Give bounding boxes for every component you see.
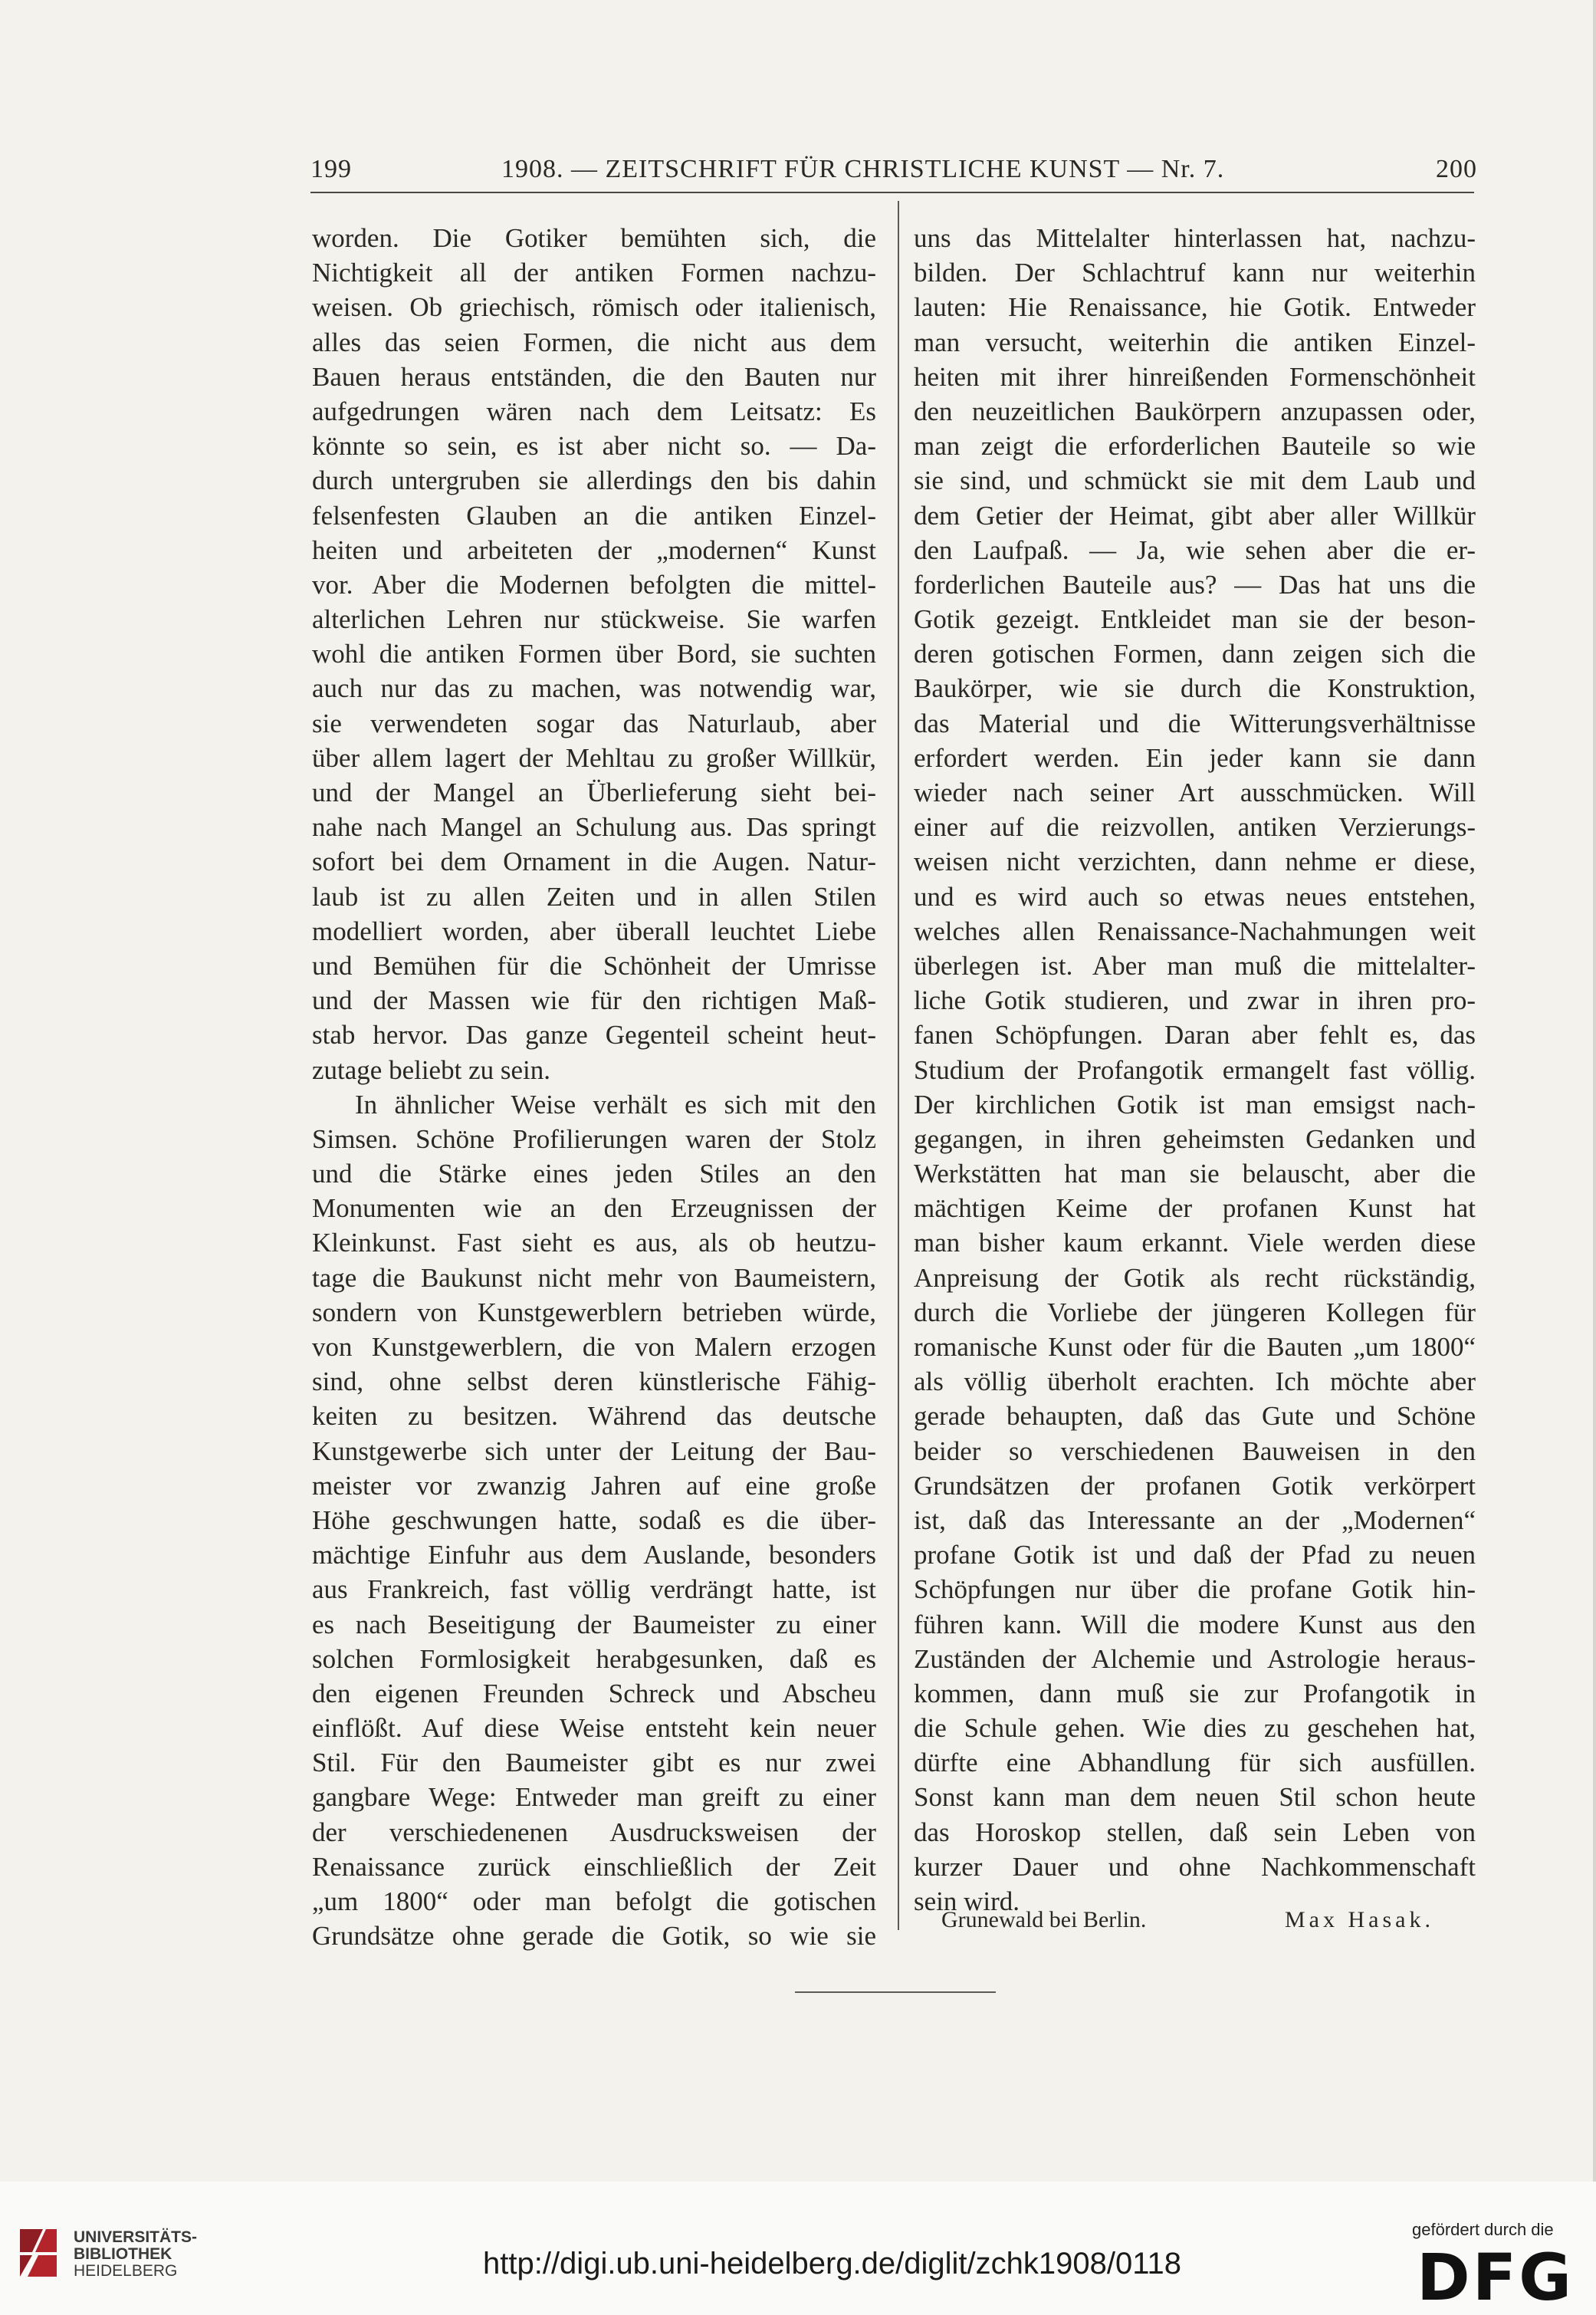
text-line: und die Stärke eines jeden Stiles an den [312,1159,876,1189]
text-line: man bisher kaum erkannt. Viele werden diese [914,1228,1476,1258]
end-rule [795,1991,996,1993]
text-line: Grundsätzen der profanen Gotik verkörpert [914,1470,1476,1501]
text-line: das Material und die Witterungsverhältnisse [914,708,1476,738]
text-line: forderlichen Bauteile aus? — Das hat uns die [914,569,1476,600]
text-line: führen kann. Will die modere Kunst aus den [914,1609,1476,1639]
library-name-line1: UNIVERSITÄTS- [74,2228,198,2246]
text-line: sein wird. [914,1886,1020,1916]
permalink-url[interactable]: http://digi.ub.uni-heidelberg.de/diglit/zchk1908/0118 [483,2247,1182,2280]
text-line: Kleinkunst. Fast sieht es aus, als ob heutzu- [312,1228,876,1258]
text-line: worden. Die Gotiker bemühten sich, die [312,223,876,253]
text-line: auch nur das zu machen, was notwendig war, [312,673,876,704]
text-line: man versucht, weiterhin die antiken Einzel- [914,327,1476,357]
text-line: Höhe geschwungen hatte, sodaß es die über- [312,1504,876,1535]
text-line: Anpreisung der Gotik als recht rückständig, [914,1262,1476,1293]
text-line: keiten zu besitzen. Während das deutsche [312,1401,876,1432]
text-line: solchen Formlosigkeit herabgesunken, daß es [312,1643,876,1674]
text-line: romanische Kunst oder für die Bauten „um 1800“ [914,1332,1476,1362]
text-line: stab hervor. Das ganze Gegenteil scheint heut- [312,1020,876,1051]
column-divider [898,201,899,1930]
text-line: Monumenten wie an den Erzeugnissen der [312,1193,876,1224]
dfg-logo: DFG [1417,2240,1575,2315]
text-line: beider so verschiedenen Bauweisen in den [914,1435,1476,1466]
text-line: Renaissance zurück einschließlich der Zeit [312,1851,876,1882]
text-line: Bauen heraus entständen, die den Bauten nur [312,361,876,392]
text-column-left [312,221,876,1953]
text-line: fanen Schöpfungen. Daran aber fehlt es, das [914,1020,1476,1051]
text-line: als völlig überholt erachten. Ich möchte aber [914,1366,1476,1397]
text-line: Werkstätten hat man sie belauscht, aber die [914,1159,1476,1189]
text-line: kommen, dann muß sie zur Profangotik in [914,1678,1476,1708]
text-line: deren gotischen Formen, dann zeigen sich die [914,639,1476,669]
text-line: den Laufpaß. — Ja, wie sehen aber die er- [914,534,1476,565]
ub-heidelberg-logo-icon [17,2226,60,2280]
text-line: es nach Beseitigung der Baumeister zu einer [312,1609,876,1639]
text-line: sofort bei dem Ornament in die Augen. Natur- [312,847,876,877]
text-line: bilden. Der Schlachtruf kann nur weiterhin [914,258,1476,288]
text-line: felsenfesten Glauben an die antiken Einzel- [312,500,876,531]
funding-caption: gefördert durch die [1412,2220,1554,2239]
text-line: sie sind, und schmückt sie mit dem Laub und [914,465,1476,496]
text-line: laub ist zu allen Zeiten und in allen Stilen [312,881,876,912]
text-line: sondern von Kunstgewerblern betrieben würde, [312,1297,876,1327]
text-line: liche Gotik studieren, und zwar in ihren pro- [914,985,1476,1016]
text-line: mächtigen Keime der profanen Kunst hat [914,1193,1476,1224]
text-line: Baukörper, wie sie durch die Konstruktion, [914,673,1476,704]
text-line: „um 1800“ oder man befolgt die gotischen [312,1886,876,1916]
text-line: könnte so sein, es ist aber nicht so. — Da- [312,431,876,462]
text-line: erfordert werden. Ein jeder kann sie dann [914,742,1476,773]
text-line: wohl die antiken Formen über Bord, sie suchten [312,639,876,669]
text-line: überlegen ist. Aber man muß die mittelalter- [914,950,1476,981]
text-line: dürfte eine Abhandlung für sich ausfüllen. [914,1748,1476,1778]
text-line: aufgedrungen wären nach dem Leitsatz: Es [312,396,876,426]
text-line: aus Frankreich, fast völlig verdrängt hatte, ist [312,1574,876,1605]
text-line: die Schule gehen. Wie dies zu geschehen hat, [914,1713,1476,1744]
text-line: gangbare Wege: Entweder man greift zu einer [312,1782,876,1813]
text-line: das Horoskop stellen, daß sein Leben von [914,1817,1476,1847]
text-line: über allem lagert der Mehltau zu großer Willkür, [312,742,876,773]
text-line: uns das Mittelalter hinterlassen hat, nachzu- [914,223,1476,253]
viewer-footer [0,2182,1596,2315]
text-line: Gotik gezeigt. Entkleidet man sie der beson- [914,604,1476,635]
text-line: alles das seien Formen, die nicht aus dem [312,327,876,357]
signature-author: Max Hasak. [1285,1907,1434,1932]
text-line: und der Mangel an Überlieferung sieht bei- [312,778,876,807]
text-line: profane Gotik ist und daß der Pfad zu neuen [914,1540,1476,1570]
text-line: von Kunstgewerblern, die von Malern erzogen [312,1332,876,1362]
page-number-left: 199 [310,155,352,183]
text-line: durch die Vorliebe der jüngeren Kollegen für [914,1297,1476,1327]
text-line: der verschiedenenen Ausdrucksweisen der [312,1817,876,1847]
text-line: Der kirchlichen Gotik ist man emsigst nach- [914,1089,1476,1120]
text-line: vor. Aber die Modernen befolgten die mittel- [312,569,876,600]
text-line: durch untergruben sie allerdings den bis dahin [312,465,876,496]
text-line: zutage beliebt zu sein. [312,1054,550,1085]
text-column-right [914,221,1476,1919]
text-line: Grundsätze ohne gerade die Gotik, so wie sie [312,1921,876,1952]
text-line: sind, ohne selbst deren künstlerische Fähig- [312,1366,876,1397]
running-header [0,155,1596,193]
text-line: In ähnlicher Weise verhält es sich mit den [355,1089,876,1120]
page-number-right: 200 [1436,155,1477,183]
text-line: mächtige Einfuhr aus dem Auslande, besonders [312,1540,876,1570]
text-line: kurzer Dauer und ohne Nachkommenschaft [914,1851,1476,1882]
text-line: heiten mit ihrer hinreißenden Formenschönheit [914,361,1476,392]
text-line: Schöpfungen nur über die profane Gotik hin- [914,1574,1476,1605]
text-line: Simsen. Schöne Profilierungen waren der Stolz [312,1123,876,1154]
text-line: Kunstgewerbe sich unter der Leitung der Bau- [312,1435,876,1466]
text-line: alterlichen Lehren nur stückweise. Sie warfen [312,604,876,635]
text-line: den eigenen Freunden Schreck und Abscheu [312,1678,876,1708]
text-line: ist, daß das Interessante an der „Modernen“ [914,1504,1476,1535]
text-line: und es wird auch so etwas neues entstehen, [914,881,1476,912]
article-signature [941,1907,1463,1938]
header-rule [310,192,1474,193]
text-line: Studium der Profangotik ermangelt fast völlig. [914,1054,1476,1085]
text-line: Sonst kann man dem neuen Stil schon heute [914,1782,1476,1813]
text-line: Stil. Für den Baumeister gibt es nur zwei [312,1748,876,1778]
text-line: gegangen, in ihren geheimsten Gedanken und [914,1123,1476,1154]
text-line: dem Getier der Heimat, gibt aber aller Willkür [914,500,1476,531]
text-line: Nichtigkeit all der antiken Formen nachzu- [312,258,876,288]
text-line: den neuzeitlichen Baukörpern anzupassen oder, [914,396,1476,426]
text-line: heiten und arbeiteten der „modernen“ Kunst [312,534,876,565]
library-name-line3: HEIDELBERG [74,2262,178,2280]
library-name-line2: BIBLIOTHEK [74,2245,172,2263]
text-line: meister vor zwanzig Jahren auf eine große [312,1470,876,1501]
text-line: gerade behaupten, daß das Gute und Schöne [914,1401,1476,1432]
text-line: und Bemühen für die Schönheit der Umrisse [312,950,876,981]
text-line: wieder nach seiner Art ausschmücken. Will [914,778,1476,807]
signature-place: Grunewald bei Berlin. [941,1907,1147,1932]
journal-title: 1908. — ZEITSCHRIFT FÜR CHRISTLICHE KUNST — Nr. 7. [501,155,1225,183]
text-line: weisen nicht verzichten, dann nehme er diese, [914,847,1476,877]
text-line: man zeigt die erforderlichen Bauteile so wie [914,431,1476,462]
text-line: nahe nach Mangel an Schulung aus. Das springt [312,812,876,843]
text-line: einflößt. Auf diese Weise entsteht kein neuer [312,1713,876,1744]
text-line: modelliert worden, aber überall leuchtet Liebe [312,916,876,946]
text-line: einer auf die reizvollen, antiken Verzierungs- [914,812,1476,843]
text-line: Zuständen der Alchemie und Astrologie heraus- [914,1643,1476,1674]
text-line: und der Massen wie für den richtigen Maß- [312,985,876,1016]
text-line: weisen. Ob griechisch, römisch oder italienisch, [312,292,876,323]
text-line: tage die Baukunst nicht mehr von Baumeistern, [312,1262,876,1293]
text-line: sie verwendeten sogar das Naturlaub, aber [312,708,876,738]
text-line: lauten: Hie Renaissance, hie Gotik. Entweder [914,292,1476,323]
text-line: welches allen Renaissance-Nachahmungen weit [914,916,1476,946]
library-name [74,2229,197,2280]
